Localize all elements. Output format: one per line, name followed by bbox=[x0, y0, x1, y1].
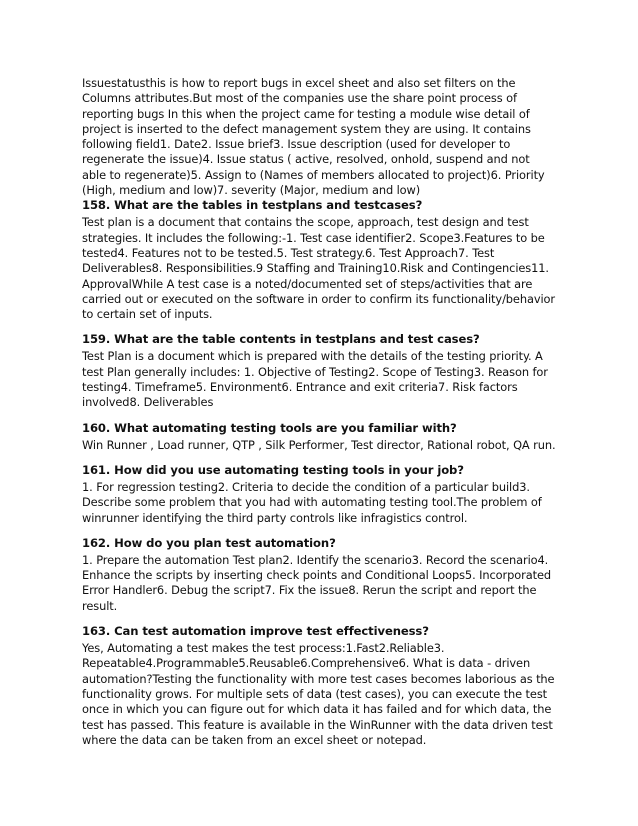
qa-item-159 bbox=[82, 332, 556, 410]
document-page bbox=[82, 76, 556, 748]
question-heading: 161. How did you use automating testing tools in your job? bbox=[82, 462, 464, 477]
qa-section bbox=[82, 198, 556, 748]
answer-paragraph: Win Runner , Load runner, QTP , Silk Performer, Test director, Rational robot, QA run. bbox=[82, 437, 556, 452]
qa-item-162 bbox=[82, 536, 556, 614]
question-heading: 163. Can test automation improve test effectiveness? bbox=[82, 624, 429, 639]
qa-item-163 bbox=[82, 624, 556, 748]
qa-item-158 bbox=[82, 198, 556, 322]
answer-paragraph: Yes, Automating a test makes the test process:1.Fast2.Reliable3. Repeatable4.Programmable5.Reusable6.Comprehensive6. What is data - driven automation?Testing the functionality with more test cases becomes laborious as the functionality grows. For multiple sets of data (test cases), you can execute the test once in which you can figure out for which data it has failed and for which data, the test has passed. This feature is available in the WinRunner with the data driven test where the data can be taken from an excel sheet or notepad. bbox=[82, 641, 555, 747]
answer-paragraph: 1. Prepare the automation Test plan2. Identify the scenario3. Record the scenario4. Enhance the scripts by inserting check points and Conditional Loops5. Incorporated Error Handler6. Debug the script7. Fix the issue8. Rerun the script and report the result. bbox=[82, 552, 551, 613]
question-heading: 159. What are the table contents in testplans and test cases? bbox=[82, 332, 480, 347]
answer-paragraph: Test plan is a document that contains the scope, approach, test design and test strategies. It includes the following:-1. Test case identifier2. Scope3.Features to be tested4. Features not to be tested.5. Test strategy.6. Test Approach7. Test Deliverables8. Responsibilities.9 Staffing and Training10.Risk and Contingencies11. ApprovalWhile A test case is a noted/documented set of steps/activities that are carried out or executed on the software in order to confirm its functionality/behavior to certain set of inputs. bbox=[82, 215, 555, 322]
intro-paragraph: Issuestatusthis is how to report bugs in excel sheet and also set filters on the Columns attributes.But most of the companies use the share point process of reporting bugs In this when the project came for testing a module wise detail of project is inserted to the defect management system they are using. It contains following field1. Date2. Issue brief3. Issue description (used for developer to regenerate the issue)4. Issue status ( active, resolved, onhold, suspend and not able to regenerate)5. Assign to (Names of members allocated to project)6. Priority (High, medium and low)7. severity (Major, medium and low) bbox=[82, 76, 545, 198]
qa-item-160 bbox=[82, 421, 556, 453]
qa-item-161 bbox=[82, 463, 556, 526]
answer-paragraph: Test Plan is a document which is prepared with the details of the testing priority. A test Plan generally includes: 1. Objective of Testing2. Scope of Testing3. Reason for testing4. Timeframe5. Environment6. Entrance and exit criteria7. Risk factors involved8. Deliverables bbox=[82, 349, 548, 410]
answer-paragraph: 1. For regression testing2. Criteria to decide the condition of a particular build3. Describe some problem that you had with automating testing tool.The problem of winrunner identifying the third party controls like infragistics control. bbox=[82, 479, 542, 525]
question-heading: 160. What automating testing tools are you familiar with? bbox=[82, 420, 457, 435]
question-heading: 162. How do you plan test automation? bbox=[82, 535, 336, 550]
question-heading: 158. What are the tables in testplans and testcases? bbox=[82, 198, 423, 213]
